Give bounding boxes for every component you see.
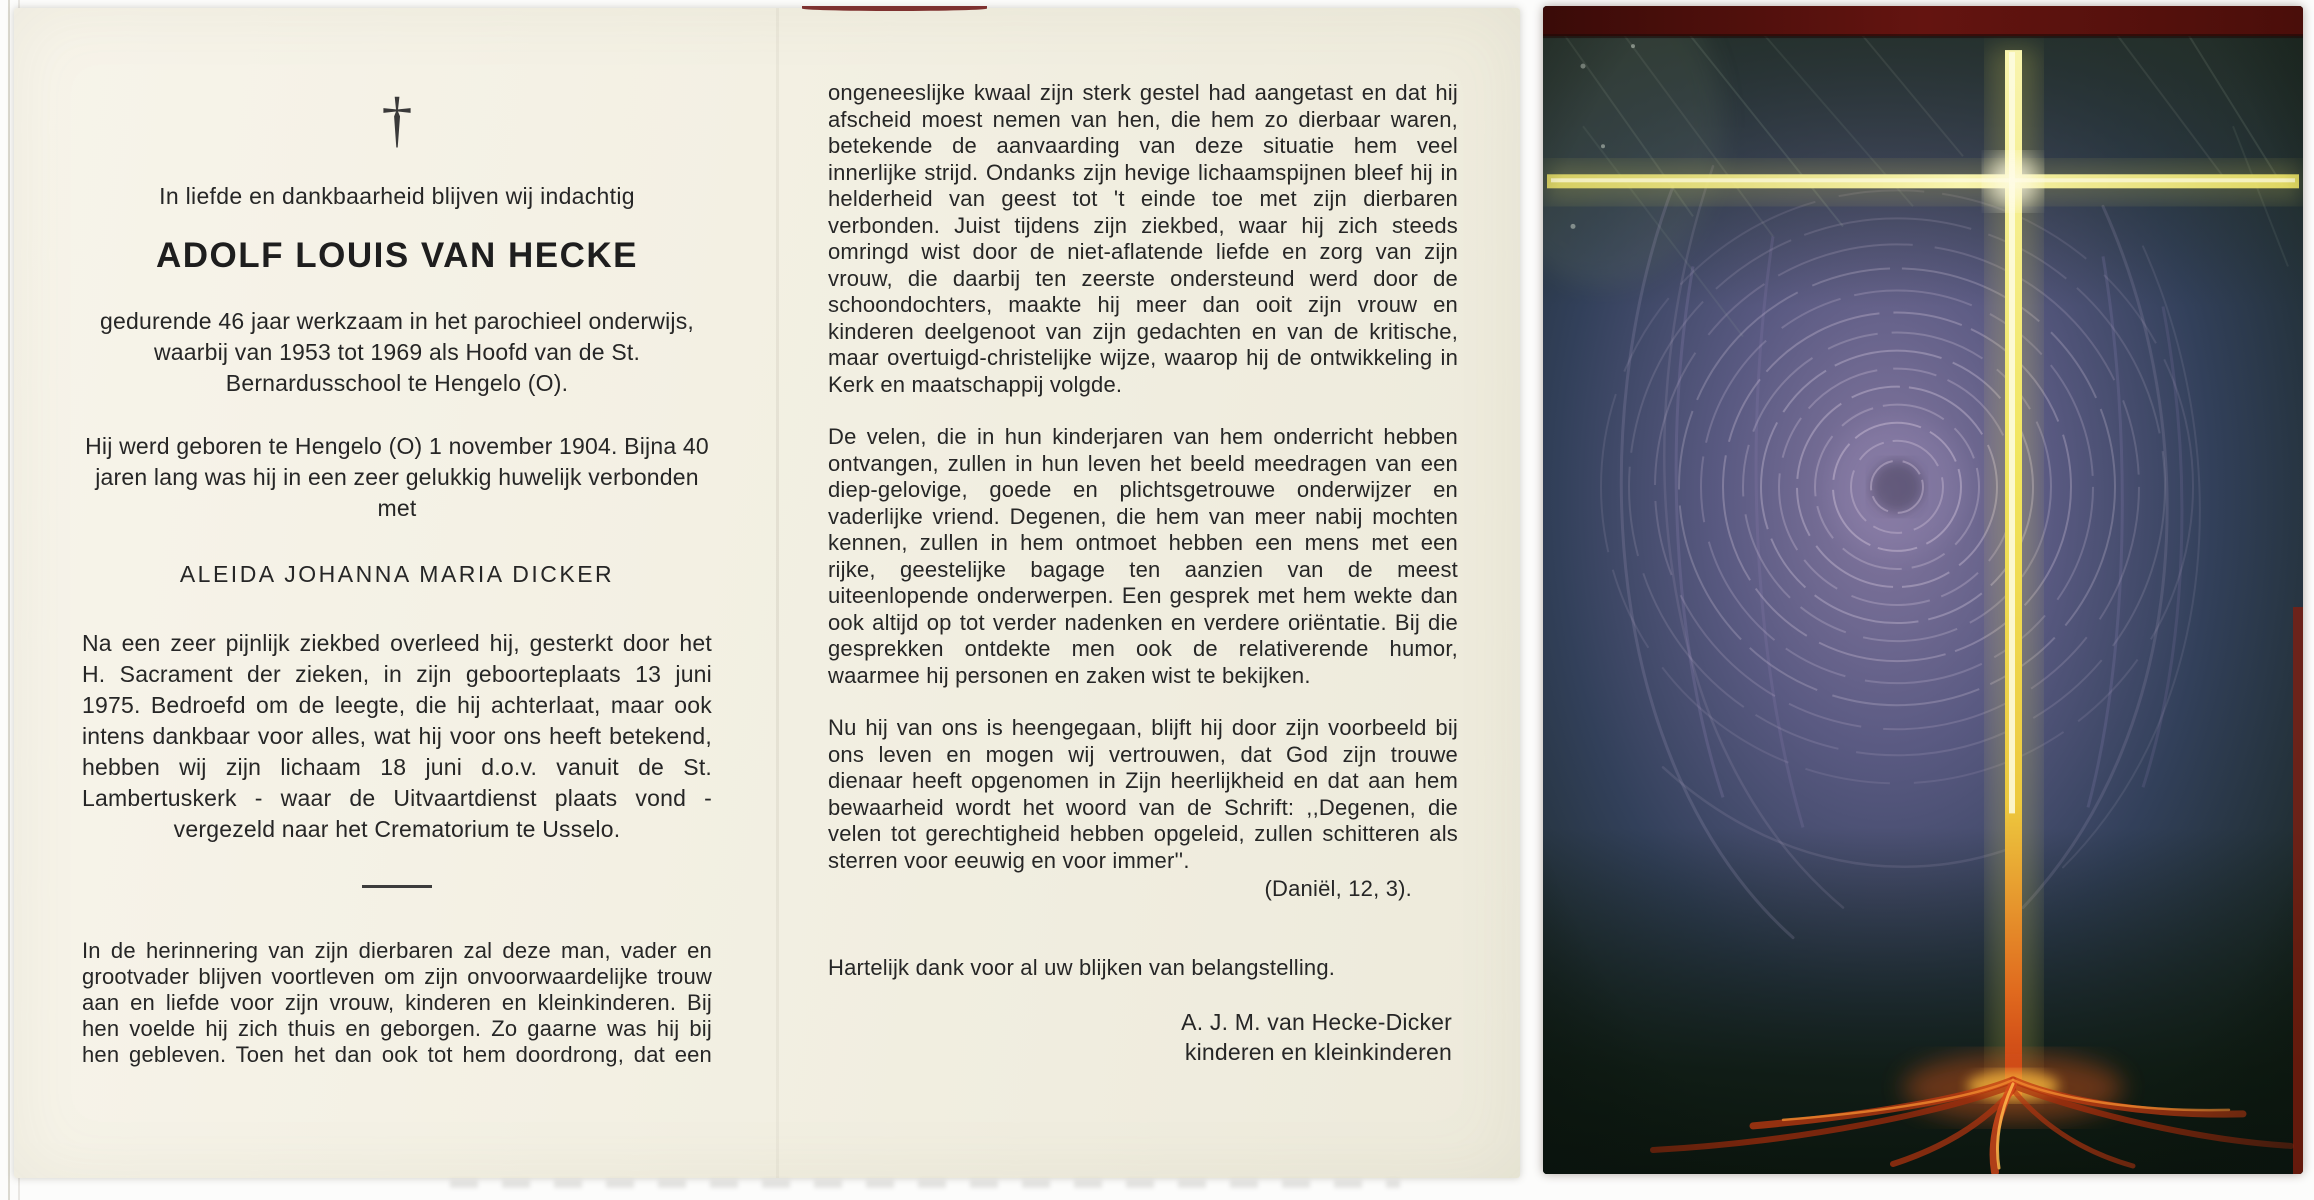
thanks-line: Hartelijk dank voor al uw blijken van belangstelling. xyxy=(828,954,1336,980)
death-paragraph: Na een zeer pijnlijk ziekbed overleed hij, gesterkt door het H. Sacrament der zieken, in zijn geboorteplaats 13 juni 1975. Bedroefd om de leegte, die hij achterlaat, maar ook intens dankbaar voor alles, wat hij voor ons heeft betekend, hebben wij zijn lichaam 18 juni d.o.v. vanuit de St. Lambertuskerk - waar de Uitvaartdienst plaats vond - vergezeld naar het Crematorium te Usselo. xyxy=(82,630,712,842)
signature-family: kinderen en kleinkinderen xyxy=(1184,1039,1452,1065)
farewell-paragraph: Nu hij van ons is heengegaan, blijft hij door zijn voorbeeld bij ons leven en mogen wij vertrouwen, dat God zijn trouwe dienaar heeft opgenomen in Zijn heerlijkheid en dat aan hem bewaarheid wordt het woord van de Schrift: ,,Degenen, die velen tot gerechtigheid hebben opgeleid, zullen schitteren als sterren voor eeuwig en voor immer''. xyxy=(828,715,1458,873)
career-paragraph: gedurende 46 jaar werkzaam in het parochieel onderwijs, waarbij van 1953 tot 1969 als Hoofd van de St. Bernardusschool te Hengelo (O). xyxy=(99,308,694,396)
memory-paragraph: In de herinnering van zijn dierbaren zal deze man, vader en grootvader blijven voortleven om zijn onvoorwaardelijke trouw aan en liefde voor zijn vrouw, kinderen en kleinkinderen. Bij hen voelde hij zich thuis en geborgen. Zo gaarne was hij bij hen gebleven. Toen het dan ook tot hem doordrong, dat een xyxy=(82,938,712,1067)
cross-symbol: † xyxy=(381,86,413,154)
middle-panel xyxy=(828,80,1458,1067)
maroon-top-edge xyxy=(1543,6,2303,38)
fold-edge-mark xyxy=(802,6,987,11)
left-panel xyxy=(82,88,712,1068)
teacher-paragraph: De velen, die in hun kinderjaren van hem onderricht hebben ontvangen, zullen in hun leven het beeld meedragen van een diep-gelovige, goede en plichtsgetrouwe onderwijzer en vaderlijke vriend. Degenen, die hem van meer nabij mochten kennen, zullen in hem ontmoet hebben een mens met een rijke, geestelijke bagage ten aanzien van de meest uiteenlopende onderwerpen. Een gesprek met hem wekte dan ook altijd op tot verder nadenken en verdere oriëntatie. Bij die gesprekken ontdekte men ook de relativerende humor, waarmee hij personen en zaken wist te bekijken. xyxy=(828,424,1458,688)
scripture-citation: (Daniël, 12, 3). xyxy=(1264,876,1412,901)
spouse-name: ALEIDA JOHANNA MARIA DICKER xyxy=(179,561,615,587)
deceased-name: ADOLF LOUIS VAN HECKE xyxy=(156,236,638,275)
illness-paragraph: ongeneeslijke kwaal zijn sterk gestel had aangetast en dat hij afscheid moest nemen van hen, die hem zo dierbaar waren, betekende de aanvaarding van deze situatie hem veel innerlijke strijd. Ondanks zijn hevige lichaamspijnen bleef hij in helderheid van geest tot 't einde toe met zijn dierbaren verbonden. Juist tijdens zijn ziekbed, waar hij zich steeds omringd wist door de niet-aflatende liefde en zorg van zijn vrouw, die daarbij ten zeerste ondersteund werd door de schoondochters, maakte hij meer dan ooit zijn vrouw en kinderen deelgenoot van zijn gedachten en van de kritische, maar overtuigd-christelijke wijze, waarop hij de ontwikkeling in Kerk en maatschappij volgde. xyxy=(828,80,1458,397)
fold-crease xyxy=(776,8,779,1178)
card-text-spread xyxy=(14,8,1520,1178)
intro-line: In liefde en dankbaarheid blijven wij indachtig xyxy=(159,183,635,209)
signature-block xyxy=(828,1007,1458,1067)
birth-paragraph: Hij werd geboren te Hengelo (O) 1 november 1904. Bijna 40 jaren lang was hij in een zeer gelukkig huwelijk verbonden met xyxy=(85,433,709,521)
scan-edge-line xyxy=(8,0,10,1200)
scan-bleed-artifact xyxy=(450,1180,1400,1188)
cross-artwork-panel xyxy=(1543,6,2303,1174)
signature-name: A. J. M. van Hecke-Dicker xyxy=(1181,1009,1452,1035)
cross-artwork-image xyxy=(1543,6,2303,1174)
divider-rule xyxy=(362,885,432,888)
red-right-edge xyxy=(2293,607,2303,1174)
